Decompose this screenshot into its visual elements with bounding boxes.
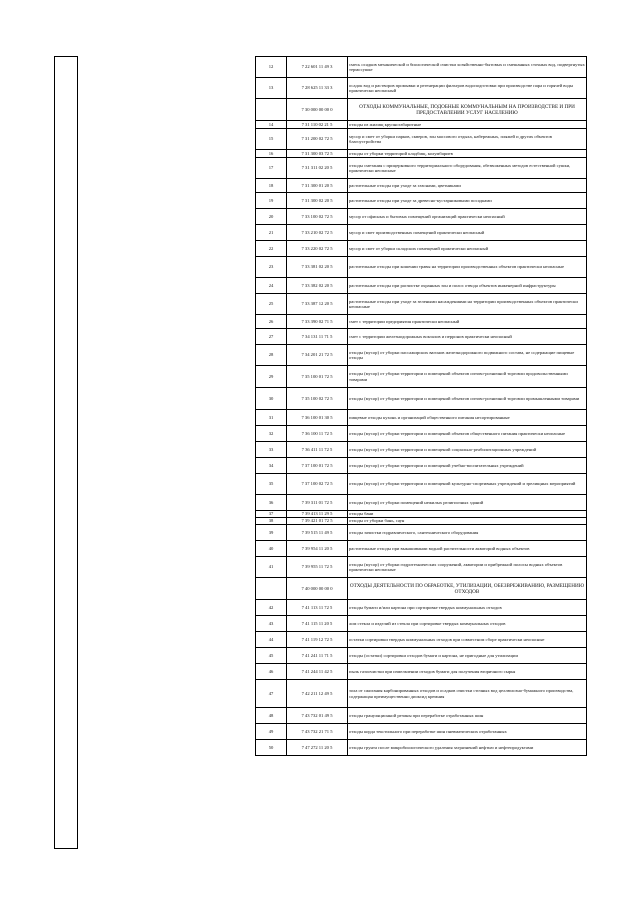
- fkko-code: 7 39 413 11 29 5: [287, 511, 348, 518]
- row-number: 18: [256, 179, 287, 193]
- row-number: 20: [256, 209, 287, 225]
- row-number: 12: [256, 57, 287, 78]
- waste-name: растительные отходы при расчистке охранных зон и полос отвода объектов инженерной инфраструктуры: [348, 278, 587, 294]
- row-number: 28: [256, 345, 287, 366]
- waste-name: смет с территории железнодорожных вокзалов и перронов практически неопасный: [348, 329, 587, 345]
- table-row: [256, 442, 587, 458]
- row-number: 48: [256, 708, 287, 724]
- fkko-code: 7 31 311 02 20 5: [287, 158, 348, 179]
- table-row: [256, 121, 587, 129]
- fkko-code: 7 33 100 02 72 5: [287, 209, 348, 225]
- row-number: 19: [256, 193, 287, 209]
- table-row: [256, 366, 587, 388]
- row-number: [256, 578, 287, 600]
- table-row: [256, 129, 587, 150]
- fkko-code: 7 31 110 02 21 5: [287, 121, 348, 129]
- fkko-code: 7 36 100 01 30 5: [287, 410, 348, 426]
- row-number: 15: [256, 129, 287, 150]
- fkko-code: 7 43 732 01 49 5: [287, 708, 348, 724]
- table-row: [256, 179, 587, 193]
- row-number: 27: [256, 329, 287, 345]
- waste-name: отходы (мусор) от уборки территории и помещений объектов оптово-розничной торговли промышленными товарами: [348, 388, 587, 410]
- row-number: 29: [256, 366, 287, 388]
- table-row: [256, 315, 587, 329]
- table-row: [256, 616, 587, 632]
- fkko-code: 7 41 241 11 71 5: [287, 648, 348, 664]
- row-number: [256, 99, 287, 121]
- fkko-code: 7 41 115 11 20 5: [287, 616, 348, 632]
- waste-name: растительные отходы при уходе за древесно-кустарниковыми посадками: [348, 193, 587, 209]
- waste-name: отходы грунта после микробиологического удаления загрязнений нефтью и нефтепродуктами: [348, 740, 587, 756]
- waste-name: ОТХОДЫ КОММУНАЛЬНЫЕ, ПОДОБНЫЕ КОММУНАЛЬНЫМ НА ПРОИЗВОДСТВЕ И ПРИ ПРЕДОСТАВЛЕНИИ УСЛУГ НАСЕЛЕНИЮ: [348, 99, 587, 121]
- waste-name: отходы зачистки гидравлического, сантехнического оборудования: [348, 525, 587, 541]
- table-row: [256, 724, 587, 740]
- table-row: [256, 329, 587, 345]
- fkko-code: 7 31 300 03 72 5: [287, 150, 348, 158]
- fkko-code: 7 33 381 02 20 5: [287, 257, 348, 278]
- row-number: 21: [256, 225, 287, 241]
- waste-name: отходы сметания с прицерковного территориального оборудования, обезвоженных методов естественной сушки, практически неопасные: [348, 158, 587, 179]
- section-header-row: [256, 578, 587, 600]
- left-margin-column: [54, 56, 78, 849]
- table-row: [256, 410, 587, 426]
- waste-name: пищевые отходы кухонь и организаций общественного питания несортированные: [348, 410, 587, 426]
- table-row: [256, 664, 587, 680]
- table-row: [256, 57, 587, 78]
- fkko-code: 7 37 100 01 72 5: [287, 458, 348, 474]
- waste-name: отходы бумаги и/или картона при сортировке твердых коммунальных отходов: [348, 600, 587, 616]
- table-row: [256, 294, 587, 315]
- row-number: 17: [256, 158, 287, 179]
- fkko-code: 7 47 272 11 20 5: [287, 740, 348, 756]
- row-number: 23: [256, 257, 287, 278]
- table-row: [256, 557, 587, 578]
- row-number: 22: [256, 241, 287, 257]
- table-row: [256, 600, 587, 616]
- waste-name: смет с территории предприятия практически неопасный: [348, 315, 587, 329]
- row-number: 34: [256, 458, 287, 474]
- fkko-code: 7 34 201 21 72 5: [287, 345, 348, 366]
- row-number: 50: [256, 740, 287, 756]
- row-number: 47: [256, 680, 287, 708]
- waste-name: отходы (мусор) от уборки территории и помещений объектов оптово-розничной торговли продовольственными товарами: [348, 366, 587, 388]
- row-number: 45: [256, 648, 287, 664]
- fkko-code: 7 35 100 01 72 5: [287, 366, 348, 388]
- waste-name: лом стекла и изделий из стекла при сортировке твердых коммунальных отходов: [348, 616, 587, 632]
- row-number: 49: [256, 724, 287, 740]
- table-row: [256, 541, 587, 557]
- fkko-code: 7 30 000 00 00 0: [287, 99, 348, 121]
- fkko-code: 7 39 421 01 72 5: [287, 518, 348, 525]
- row-number: 14: [256, 121, 287, 129]
- row-number: 26: [256, 315, 287, 329]
- row-number: 37: [256, 511, 287, 518]
- fkko-code: 7 41 244 11 42 5: [287, 664, 348, 680]
- table-row: [256, 632, 587, 648]
- table-row: [256, 209, 587, 225]
- fkko-code: 7 36 411 11 72 5: [287, 442, 348, 458]
- table-row: [256, 78, 587, 99]
- row-number: 42: [256, 600, 287, 616]
- row-number: 33: [256, 442, 287, 458]
- waste-name: отходы (мусор) от уборки территории и помещений социально-реабилитационных учреждений: [348, 442, 587, 458]
- row-number: 13: [256, 78, 287, 99]
- table-row: [256, 426, 587, 442]
- row-number: 30: [256, 388, 287, 410]
- table-row: [256, 525, 587, 541]
- waste-name: остатки сортировки твердых коммунальных отходов при совместном сборе практически неопасные: [348, 632, 587, 648]
- table-row: [256, 740, 587, 756]
- fkko-code: 7 33 382 02 20 5: [287, 278, 348, 294]
- row-number: 31: [256, 410, 287, 426]
- row-number: 16: [256, 150, 287, 158]
- fkko-code: 7 37 100 02 72 5: [287, 474, 348, 495]
- table-row: [256, 345, 587, 366]
- row-number: 46: [256, 664, 287, 680]
- fkko-code: 7 42 211 12 49 5: [287, 680, 348, 708]
- fkko-code: 7 41 113 11 72 5: [287, 600, 348, 616]
- table-row: [256, 511, 587, 518]
- registry-body: [256, 57, 587, 756]
- fkko-code: 7 31 300 02 20 5: [287, 193, 348, 209]
- row-number: 32: [256, 426, 287, 442]
- waste-name: отходы корда текстильного при переработке шин пневматических отработанных: [348, 724, 587, 740]
- waste-name: отходы (мусор) от уборки помещений нежилых религиозных зданий: [348, 495, 587, 511]
- waste-name: ОТХОДЫ ДЕЯТЕЛЬНОСТИ ПО ОБРАБОТКЕ, УТИЛИЗАЦИИ, ОБЕЗВРЕЖИВАНИЮ, РАЗМЕЩЕНИЮ ОТХОДОВ: [348, 578, 587, 600]
- table-row: [256, 458, 587, 474]
- waste-name: растительные отходы при уходе за зелеными насаждениями на территории производственных объектов практически неопасные: [348, 294, 587, 315]
- row-number: 36: [256, 495, 287, 511]
- table-row: [256, 648, 587, 664]
- waste-name: отходы грануляционной резины при переработке отработанных шин: [348, 708, 587, 724]
- waste-name: мусор от офисных и бытовых помещений организаций практически неопасный: [348, 209, 587, 225]
- fkko-code: 7 39 954 11 20 5: [287, 541, 348, 557]
- section-header-row: [256, 99, 587, 121]
- row-number: 41: [256, 557, 287, 578]
- waste-name: мусор и смет от уборки парков, скверов, зон массового отдыха, набережных, пляжей и других объектов благоустройства: [348, 129, 587, 150]
- row-number: 44: [256, 632, 287, 648]
- fkko-code: 7 33 220 02 72 5: [287, 241, 348, 257]
- waste-name: отходы (мусор) от уборки пассажирских вагонов железнодорожного подвижного состава, не содержащие пищевые отходы: [348, 345, 587, 366]
- fkko-code: 7 43 732 21 71 5: [287, 724, 348, 740]
- waste-name: мусор и смет от уборки складских помещений практически неопасный: [348, 241, 587, 257]
- table-row: [256, 388, 587, 410]
- waste-name: осадок вод и растворов промывки и регенерации фильтров водоподготовки при производстве пара и горячей воды практически неопасный: [348, 78, 587, 99]
- fkko-code: 7 34 131 11 71 5: [287, 329, 348, 345]
- table-row: [256, 474, 587, 495]
- fkko-code: 7 35 100 02 72 5: [287, 388, 348, 410]
- row-number: 39: [256, 525, 287, 541]
- fkko-code: 7 31 300 01 20 5: [287, 179, 348, 193]
- waste-registry-table: [255, 56, 587, 756]
- waste-name: отходы бани: [348, 511, 587, 518]
- waste-name: отходы от уборки территорий кладбищ, колумбариев: [348, 150, 587, 158]
- fkko-code: 7 33 210 02 72 5: [287, 225, 348, 241]
- fkko-code: 7 41 119 12 72 5: [287, 632, 348, 648]
- waste-name: отходы (мусор) от уборки территории и помещений объектов общественного питания практически неопасные: [348, 426, 587, 442]
- table-row: [256, 225, 587, 241]
- waste-name: отходы (остатки) сортировки отходов бумаги и картона, не пригодные для утилизации: [348, 648, 587, 664]
- row-number: 43: [256, 616, 287, 632]
- row-number: 25: [256, 294, 287, 315]
- row-number: 38: [256, 518, 287, 525]
- fkko-code: 7 39 955 11 72 5: [287, 557, 348, 578]
- waste-name: растительные отходы при кошении травы на территории производственных объектов практически неопасные: [348, 257, 587, 278]
- fkko-code: 7 31 200 02 72 5: [287, 129, 348, 150]
- table-row: [256, 150, 587, 158]
- table-row: [256, 278, 587, 294]
- table-row: [256, 241, 587, 257]
- table-row: [256, 708, 587, 724]
- waste-name: отходы (мусор) от уборки территории и помещений культурно-спортивных учреждений и зрелищных мероприятий: [348, 474, 587, 495]
- table-row: [256, 518, 587, 525]
- fkko-code: 7 39 515 11 49 5: [287, 525, 348, 541]
- fkko-code: 7 39 311 01 72 5: [287, 495, 348, 511]
- waste-name: отходы (мусор) от уборки территории и помещений учебно-воспитательных учреждений: [348, 458, 587, 474]
- table-row: [256, 193, 587, 209]
- waste-name: отходы (мусор) от уборки гидротехнических сооружений, акватории и прибрежной полосы водных объектов практически неопасные: [348, 557, 587, 578]
- table-row: [256, 257, 587, 278]
- waste-name: пыль газоочистки при измельчении отходов бумаги для получения вторичного сырья: [348, 664, 587, 680]
- waste-name: растительные отходы при уходе за газонами, цветниками: [348, 179, 587, 193]
- table-row: [256, 680, 587, 708]
- row-number: 24: [256, 278, 287, 294]
- waste-name: растительные отходы при выкашивании водной растительности акваторий водных объектов: [348, 541, 587, 557]
- fkko-code: 7 36 100 11 72 5: [287, 426, 348, 442]
- waste-name: смесь осадков механической и биологической очистки хозяйственно-бытовых и смешанных сточных вод, подвергнутых термосушке: [348, 57, 587, 78]
- row-number: 35: [256, 474, 287, 495]
- table-row: [256, 495, 587, 511]
- fkko-code: 7 33 387 12 20 5: [287, 294, 348, 315]
- table-row: [256, 158, 587, 179]
- waste-name: отходы от уборки бань, саун: [348, 518, 587, 525]
- waste-name: мусор и смет производственных помещений практически неопасный: [348, 225, 587, 241]
- waste-name: зола от сжигания карбонированных отходов и осадков очистки сточных вод целлюлозно-бумажного производства, содержащая преимущественно диоксид кремния: [348, 680, 587, 708]
- row-number: 40: [256, 541, 287, 557]
- fkko-code: 7 22 601 11 49 3: [287, 57, 348, 78]
- fkko-code: 7 28 625 11 33 3: [287, 78, 348, 99]
- fkko-code: 7 40 000 00 00 0: [287, 578, 348, 600]
- fkko-code: 7 33 390 02 71 5: [287, 315, 348, 329]
- waste-name: отходы из жилищ крупногабаритные: [348, 121, 587, 129]
